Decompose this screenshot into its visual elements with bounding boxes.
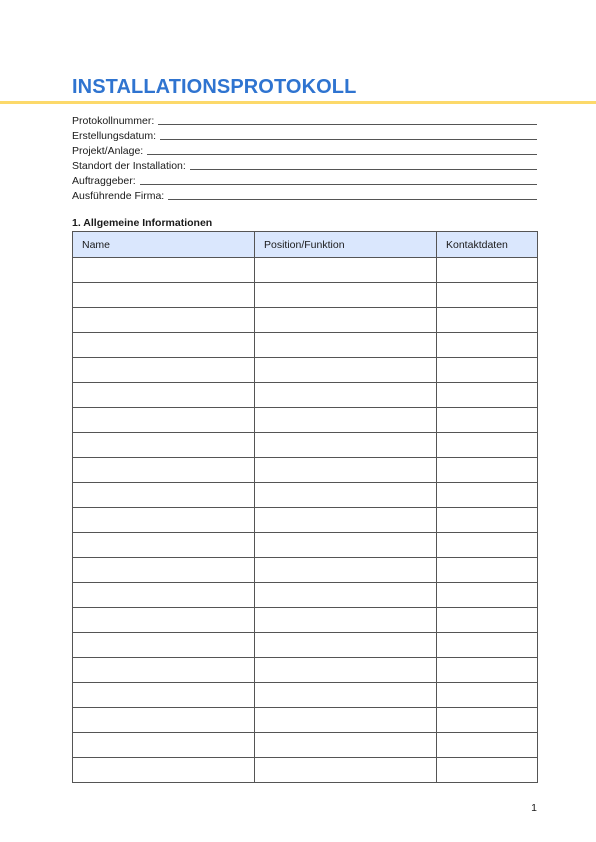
- cell-kontakt[interactable]: [437, 408, 538, 433]
- cell-name[interactable]: [73, 258, 255, 283]
- cell-name[interactable]: [73, 483, 255, 508]
- table-body: [73, 258, 538, 783]
- table-row: [73, 308, 538, 333]
- cell-position[interactable]: [255, 608, 437, 633]
- cell-position[interactable]: [255, 683, 437, 708]
- field-ausfuehrende-firma[interactable]: [72, 187, 537, 202]
- table-row: [73, 408, 538, 433]
- cell-position[interactable]: [255, 533, 437, 558]
- table-row: [73, 358, 538, 383]
- cell-name[interactable]: [73, 758, 255, 783]
- cell-position[interactable]: [255, 708, 437, 733]
- document-title: INSTALLATIONSPROTOKOLL: [72, 76, 357, 98]
- cell-name[interactable]: [73, 408, 255, 433]
- field-line[interactable]: [160, 130, 537, 140]
- cell-position[interactable]: [255, 633, 437, 658]
- table-row: [73, 658, 538, 683]
- cell-kontakt[interactable]: [437, 683, 538, 708]
- cell-position[interactable]: [255, 308, 437, 333]
- cell-position[interactable]: [255, 258, 437, 283]
- field-label: Standort der Installation:: [72, 160, 186, 172]
- cell-position[interactable]: [255, 358, 437, 383]
- field-label: Protokollnummer:: [72, 115, 155, 127]
- cell-position[interactable]: [255, 483, 437, 508]
- cell-name[interactable]: [73, 358, 255, 383]
- table-row: [73, 583, 538, 608]
- section-heading: 1. Allgemeine Informationen: [72, 217, 213, 229]
- field-line[interactable]: [147, 145, 537, 155]
- cell-kontakt[interactable]: [437, 633, 538, 658]
- cell-position[interactable]: [255, 583, 437, 608]
- field-label: Erstellungsdatum:: [72, 130, 157, 142]
- page-number: 1: [531, 802, 537, 814]
- cell-position[interactable]: [255, 733, 437, 758]
- table-row: [73, 283, 538, 308]
- cell-kontakt[interactable]: [437, 708, 538, 733]
- cell-position[interactable]: [255, 758, 437, 783]
- cell-name[interactable]: [73, 308, 255, 333]
- table-row: [73, 633, 538, 658]
- cell-position[interactable]: [255, 408, 437, 433]
- table-row: [73, 508, 538, 533]
- field-label: Ausführende Firma:: [72, 190, 165, 202]
- cell-name[interactable]: [73, 583, 255, 608]
- cell-kontakt[interactable]: [437, 733, 538, 758]
- cell-name[interactable]: [73, 458, 255, 483]
- table-row: [73, 733, 538, 758]
- field-projekt-anlage[interactable]: [72, 142, 537, 157]
- info-table: [72, 231, 538, 783]
- cell-position[interactable]: [255, 658, 437, 683]
- cell-name[interactable]: [73, 383, 255, 408]
- cell-name[interactable]: [73, 608, 255, 633]
- table-row: [73, 758, 538, 783]
- cell-name[interactable]: [73, 658, 255, 683]
- cell-kontakt[interactable]: [437, 483, 538, 508]
- cell-kontakt[interactable]: [437, 533, 538, 558]
- cell-kontakt[interactable]: [437, 658, 538, 683]
- table-row: [73, 683, 538, 708]
- column-header-kontakt: Kontaktdaten: [437, 232, 538, 258]
- cell-kontakt[interactable]: [437, 358, 538, 383]
- cell-kontakt[interactable]: [437, 758, 538, 783]
- cell-kontakt[interactable]: [437, 333, 538, 358]
- cell-kontakt[interactable]: [437, 258, 538, 283]
- cell-position[interactable]: [255, 383, 437, 408]
- field-line[interactable]: [140, 175, 537, 185]
- cell-name[interactable]: [73, 283, 255, 308]
- column-header-name: Name: [73, 232, 255, 258]
- cell-position[interactable]: [255, 283, 437, 308]
- cell-name[interactable]: [73, 508, 255, 533]
- cell-position[interactable]: [255, 333, 437, 358]
- cell-kontakt[interactable]: [437, 608, 538, 633]
- cell-position[interactable]: [255, 433, 437, 458]
- table-row: [73, 608, 538, 633]
- title-accent-line: [0, 101, 596, 104]
- field-line[interactable]: [168, 190, 537, 200]
- table-row: [73, 258, 538, 283]
- cell-name[interactable]: [73, 433, 255, 458]
- cell-position[interactable]: [255, 558, 437, 583]
- table-row: [73, 708, 538, 733]
- table-row: [73, 533, 538, 558]
- field-standort[interactable]: [72, 157, 537, 172]
- field-label: Auftraggeber:: [72, 175, 136, 187]
- cell-name[interactable]: [73, 558, 255, 583]
- table-row: [73, 558, 538, 583]
- cell-position[interactable]: [255, 458, 437, 483]
- table-header-row: [73, 232, 538, 258]
- cell-position[interactable]: [255, 508, 437, 533]
- field-auftraggeber[interactable]: [72, 172, 537, 187]
- field-protokollnummer[interactable]: [72, 112, 537, 127]
- cell-kontakt[interactable]: [437, 433, 538, 458]
- field-line[interactable]: [190, 160, 537, 170]
- table-row: [73, 458, 538, 483]
- field-line[interactable]: [158, 115, 537, 125]
- field-label: Projekt/Anlage:: [72, 145, 144, 157]
- cell-kontakt[interactable]: [437, 583, 538, 608]
- table-row: [73, 483, 538, 508]
- cell-kontakt[interactable]: [437, 308, 538, 333]
- cell-kontakt[interactable]: [437, 383, 538, 408]
- cell-kontakt[interactable]: [437, 508, 538, 533]
- field-erstellungsdatum[interactable]: [72, 127, 537, 142]
- header-fields: [72, 112, 537, 202]
- cell-name[interactable]: [73, 708, 255, 733]
- table-row: [73, 433, 538, 458]
- table-row: [73, 383, 538, 408]
- cell-name[interactable]: [73, 633, 255, 658]
- column-header-position: Position/Funktion: [255, 232, 437, 258]
- cell-name[interactable]: [73, 333, 255, 358]
- cell-name[interactable]: [73, 733, 255, 758]
- cell-kontakt[interactable]: [437, 558, 538, 583]
- cell-name[interactable]: [73, 683, 255, 708]
- table-row: [73, 333, 538, 358]
- cell-kontakt[interactable]: [437, 458, 538, 483]
- cell-kontakt[interactable]: [437, 283, 538, 308]
- cell-name[interactable]: [73, 533, 255, 558]
